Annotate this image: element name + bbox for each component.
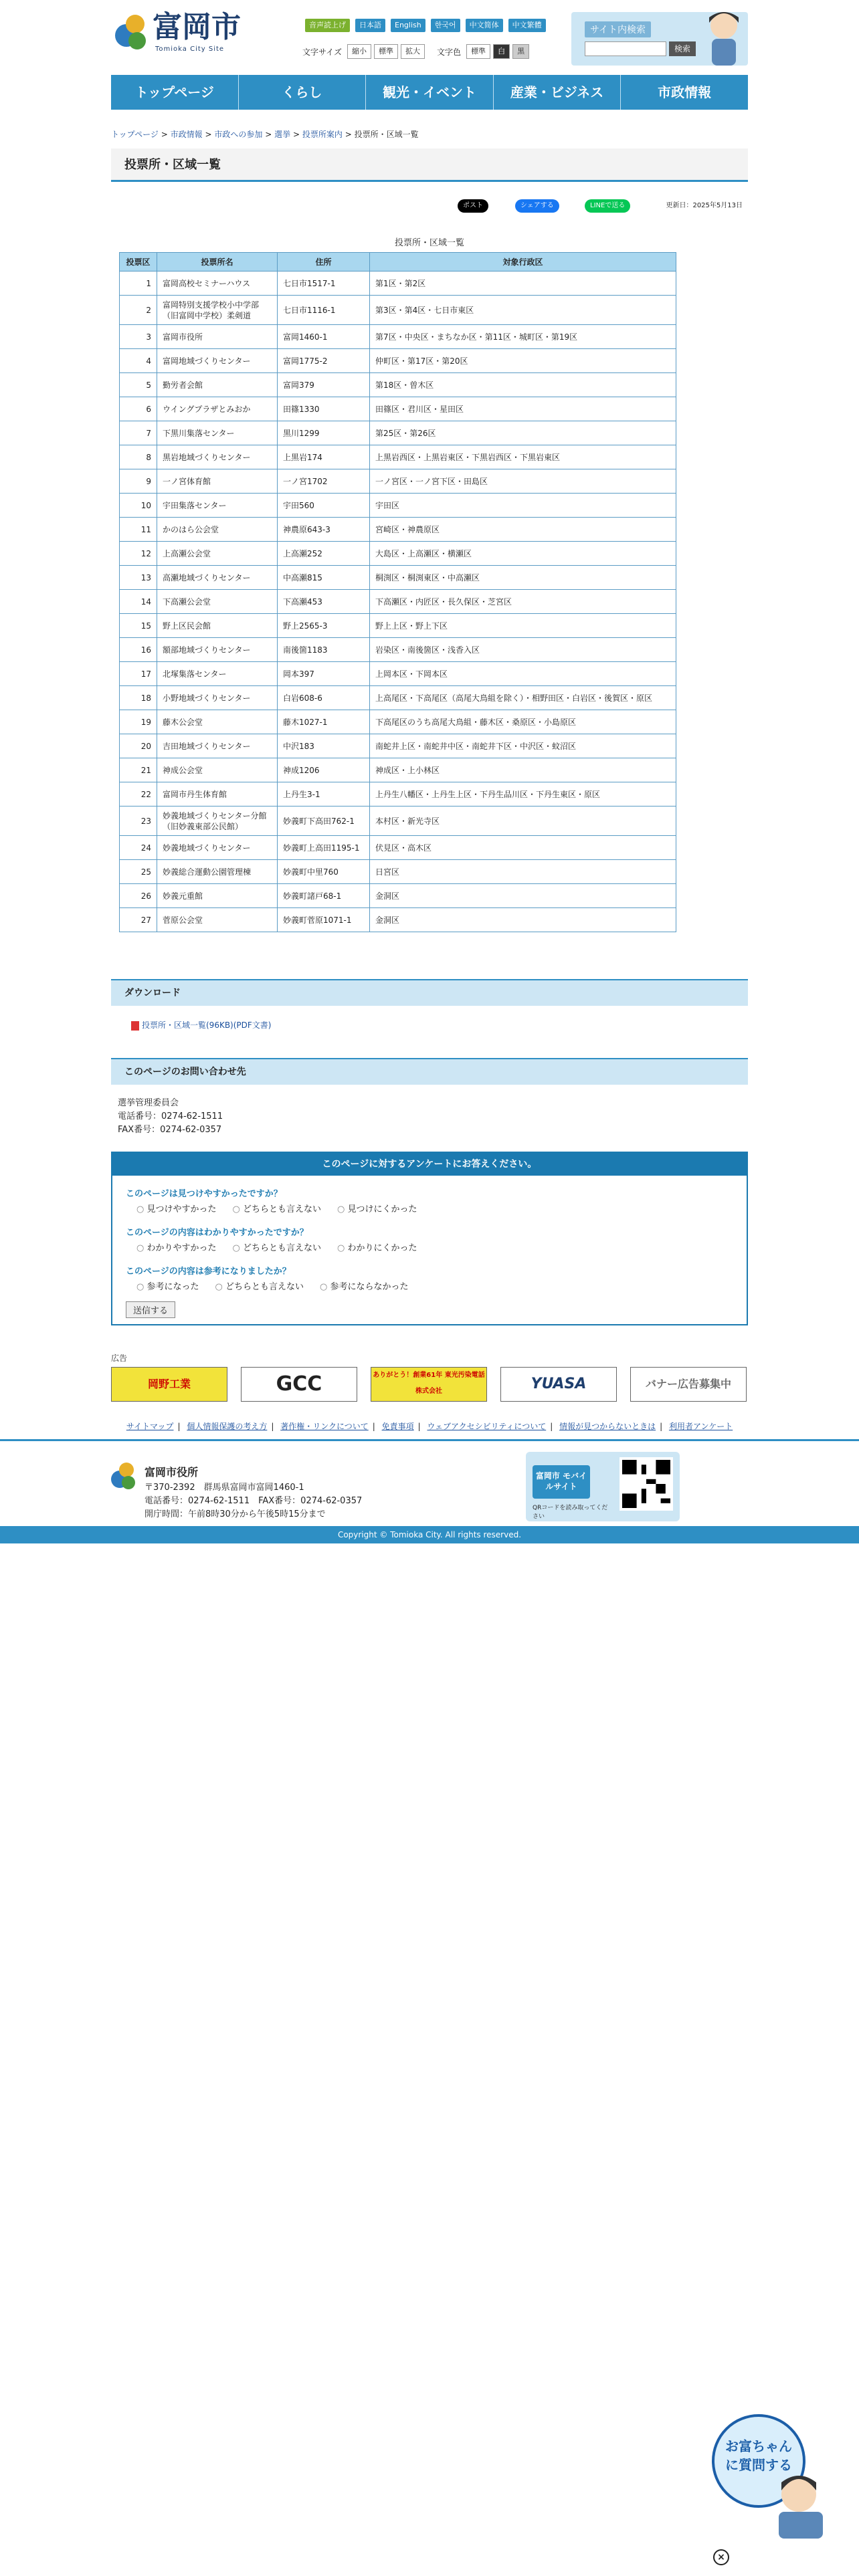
areas-cell: 桐渕区・桐渕東区・中高瀬区	[370, 566, 676, 590]
areas-cell: 宮崎区・神農原区	[370, 518, 676, 542]
global-nav	[111, 75, 748, 110]
address-cell: 黒川1299	[278, 421, 370, 445]
polling-table-section	[111, 235, 748, 932]
areas-cell: 上黒岩西区・上黒岩東区・下黒岩西区・下黒岩東区	[370, 445, 676, 469]
table-row	[120, 860, 676, 884]
footer-city-mark-icon	[111, 1461, 138, 1492]
mobile-site-banner[interactable]	[526, 1452, 680, 1521]
footer-city-name: 富岡市役所	[145, 1466, 199, 1479]
address-cell: 上高瀬252	[278, 542, 370, 566]
district-no-cell: 25	[120, 860, 157, 884]
areas-cell: 第1区・第2区	[370, 272, 676, 296]
place-name-cell: 妙義総合運動公園管理棟	[157, 860, 278, 884]
address-cell: 野上2565-3	[278, 614, 370, 638]
social-bar	[111, 198, 748, 214]
district-no-cell: 5	[120, 373, 157, 397]
address-cell: 南後箇1183	[278, 638, 370, 662]
crumb-sep: >	[205, 130, 212, 139]
district-no-cell: 3	[120, 325, 157, 349]
page-title-bar	[111, 148, 748, 182]
survey-options-3	[136, 1279, 747, 1292]
lang-ko[interactable]: 한국어	[431, 19, 460, 32]
inquiry-dept: 選挙管理委員会	[118, 1098, 179, 1108]
place-name-cell: 下高瀬公会堂	[157, 590, 278, 614]
areas-cell: 上高尾区・下高尾区（高尾大鳥組を除く）・相野田区・白岩区・後賀区・原区	[370, 686, 676, 710]
search-input[interactable]	[585, 41, 666, 56]
areas-cell: 上丹生八幡区・上丹生上区・下丹生品川区・下丹生東区・原区	[370, 782, 676, 807]
table-row	[120, 421, 676, 445]
table-row	[120, 566, 676, 590]
place-name-cell: 富岡特別支援学校小中学部（旧富岡中学校）柔剣道	[157, 296, 278, 325]
areas-cell: 本村区・新光寺区	[370, 807, 676, 836]
table-row	[120, 397, 676, 421]
ad-banners	[111, 1367, 748, 1402]
col-place: 投票所名	[157, 253, 278, 272]
crumb-election[interactable]: 選挙	[274, 130, 291, 139]
download-link-row	[131, 1019, 768, 1031]
city-mark-icon	[114, 12, 149, 51]
ask-label: お富ちゃんに質問する	[725, 2438, 792, 2473]
inquiry-fax: FAX番号：0274-62-0357	[118, 1125, 222, 1135]
search-title: サイト内検索	[585, 21, 651, 37]
survey-form	[111, 1152, 748, 1325]
district-no-cell: 10	[120, 494, 157, 518]
areas-cell: 神成区・上小林区	[370, 758, 676, 782]
crumb-sep: >	[265, 130, 272, 139]
survey-question-1: このページは見つけやすかったですか？	[126, 1189, 282, 1199]
place-name-cell: 一ノ宮体育館	[157, 469, 278, 494]
district-no-cell: 15	[120, 614, 157, 638]
download-heading: ダウンロード	[111, 979, 748, 1006]
place-name-cell: 野上区民会館	[157, 614, 278, 638]
survey-submit-button[interactable]: 送信する	[126, 1301, 175, 1318]
table-row	[120, 590, 676, 614]
crumb-sep: >	[292, 130, 300, 139]
x-post-button[interactable]: ポスト	[458, 199, 488, 213]
place-name-cell: ウイングプラザとみおか	[157, 397, 278, 421]
areas-cell: 日宮区	[370, 860, 676, 884]
line-send-button[interactable]: LINEで送る	[585, 199, 630, 213]
fontsize-label: 文字サイズ	[302, 47, 343, 57]
crumb-government[interactable]: 市政情報	[170, 130, 203, 139]
table-row	[120, 325, 676, 349]
survey-options-1	[136, 1202, 747, 1214]
speech-button[interactable]: 音声読上げ	[305, 19, 350, 32]
place-name-cell: 額部地域づくりセンター	[157, 638, 278, 662]
table-row	[120, 807, 676, 836]
survey-radio[interactable]: ○ どちらとも言えない	[233, 1241, 322, 1253]
areas-cell: 伏見区・高木区	[370, 836, 676, 860]
table-row	[120, 518, 676, 542]
table-row	[120, 373, 676, 397]
district-no-cell: 23	[120, 807, 157, 836]
table-row	[120, 710, 676, 734]
areas-cell: 下高尾区のうち高尾大鳥組・藤木区・桑原区・小島原区	[370, 710, 676, 734]
address-cell: 田篠1330	[278, 397, 370, 421]
district-no-cell: 2	[120, 296, 157, 325]
lang-zh-hant[interactable]: 中文繁體	[508, 19, 546, 32]
footer-hours-line: 開庁時間：午前8時30分から午後5時15分まで	[145, 1509, 326, 1519]
lang-en[interactable]: English	[391, 19, 425, 32]
table-row	[120, 614, 676, 638]
address-cell: 神成1206	[278, 758, 370, 782]
footer-address	[145, 1481, 362, 1521]
address-cell: 妙義町上高田1195-1	[278, 836, 370, 860]
pdf-icon	[131, 1021, 139, 1031]
survey-radio[interactable]: ○ どちらとも言えない	[233, 1202, 322, 1214]
areas-cell: 大島区・上高瀬区・横瀬区	[370, 542, 676, 566]
table-row	[120, 349, 676, 373]
district-no-cell: 9	[120, 469, 157, 494]
address-cell: 上黒岩174	[278, 445, 370, 469]
close-icon[interactable]: ×	[713, 2549, 729, 2565]
place-name-cell: 北塚集落センター	[157, 662, 278, 686]
ad-label: 広告	[111, 1354, 128, 1363]
col-areas: 対象行政区	[370, 253, 676, 272]
areas-cell: 野上上区・野上下区	[370, 614, 676, 638]
district-no-cell: 13	[120, 566, 157, 590]
qr-code-icon	[619, 1457, 673, 1511]
district-no-cell: 4	[120, 349, 157, 373]
address-cell: 妙義町菅原1071-1	[278, 908, 370, 932]
address-cell: 白岩608-6	[278, 686, 370, 710]
areas-cell: 仲町区・第17区・第20区	[370, 349, 676, 373]
nav-business[interactable]: 産業・ビジネス	[494, 75, 622, 110]
place-name-cell: 宇田集落センター	[157, 494, 278, 518]
areas-cell: 金洞区	[370, 884, 676, 908]
district-no-cell: 21	[120, 758, 157, 782]
place-name-cell: かのはら公会堂	[157, 518, 278, 542]
district-no-cell: 18	[120, 686, 157, 710]
survey-radio[interactable]: ○ わかりやすかった	[136, 1241, 217, 1253]
display-controls	[300, 44, 529, 59]
areas-cell: 一ノ宮区・一ノ宮下区・田島区	[370, 469, 676, 494]
survey-question-3: このページの内容は参考になりましたか？	[126, 1267, 291, 1277]
place-name-cell: 勤労者会館	[157, 373, 278, 397]
place-name-cell: 妙義地域づくりセンター分館（旧妙義東部公民館）	[157, 807, 278, 836]
breadcrumb	[111, 128, 748, 140]
place-name-cell: 妙義地域づくりセンター	[157, 836, 278, 860]
address-cell: 岡本397	[278, 662, 370, 686]
logo-title: 富岡市	[153, 10, 241, 44]
survey-radio[interactable]: ○ 参考にならなかった	[320, 1279, 409, 1292]
district-no-cell: 7	[120, 421, 157, 445]
district-no-cell: 27	[120, 908, 157, 932]
table-caption: 投票所・区域一覧	[394, 238, 464, 248]
address-cell: 富岡1775-2	[278, 349, 370, 373]
address-cell: 一ノ宮1702	[278, 469, 370, 494]
areas-cell: 下高瀬区・内匠区・長久保区・芝宮区	[370, 590, 676, 614]
footer-addr-line: 〒370-2392 群馬県富岡市富岡1460-1	[145, 1483, 304, 1493]
table-row	[120, 296, 676, 325]
site-logo[interactable]	[114, 12, 241, 51]
lang-ja[interactable]: 日本語	[355, 19, 385, 32]
place-name-cell: 神成公会堂	[157, 758, 278, 782]
inquiry-body	[118, 1097, 755, 1137]
areas-cell: 第3区・第4区・七日市東区	[370, 296, 676, 325]
color-black-button[interactable]: 黒	[512, 44, 529, 59]
fontsize-small-button[interactable]: 縮小	[347, 44, 371, 59]
district-no-cell: 14	[120, 590, 157, 614]
footer-link[interactable]: 利用者アンケート	[668, 1422, 733, 1431]
col-address: 住所	[278, 253, 370, 272]
address-cell: 七日市1116-1	[278, 296, 370, 325]
table-row	[120, 836, 676, 860]
copyright: Copyright © Tomioka City. All rights reserved.	[0, 1526, 859, 1543]
search-button[interactable]: 検索	[669, 41, 696, 56]
crumb-sep: >	[345, 130, 352, 139]
survey-radio[interactable]: ○ わかりにくかった	[337, 1241, 417, 1253]
crumb-sep: >	[161, 130, 168, 139]
place-name-cell: 小野地域づくりセンター	[157, 686, 278, 710]
survey-options-2	[136, 1241, 747, 1253]
areas-cell: 上岡本区・下岡本区	[370, 662, 676, 686]
address-cell: 妙義町中里760	[278, 860, 370, 884]
crumb-polling[interactable]: 投票所案内	[302, 130, 343, 139]
table-row	[120, 734, 676, 758]
footer-links: サイトマップ | 個人情報保護の考え方 | 著作権・リンクについて | 免責事項 | ウェブアクセシビリティについて | 情報が見つからないときは | 利用者アンケート	[126, 1422, 733, 1431]
color-white-button[interactable]: 白	[493, 44, 510, 59]
ad-banner[interactable]: 岡野工業	[111, 1367, 227, 1402]
footer-link[interactable]: サイトマップ	[126, 1422, 174, 1431]
place-name-cell: 富岡市役所	[157, 325, 278, 349]
table-row	[120, 908, 676, 932]
district-no-cell: 11	[120, 518, 157, 542]
footer-link[interactable]: 個人情報保護の考え方	[187, 1422, 268, 1431]
col-district: 投票区	[120, 253, 157, 272]
district-no-cell: 26	[120, 884, 157, 908]
inquiry-heading: このページのお問い合わせ先	[111, 1058, 748, 1085]
table-row	[120, 445, 676, 469]
ad-banner[interactable]: GCC	[241, 1367, 357, 1402]
place-name-cell: 吉田地域づくりセンター	[157, 734, 278, 758]
table-body	[120, 272, 676, 932]
nav-tourism[interactable]: 観光・イベント	[366, 75, 494, 110]
district-no-cell: 22	[120, 782, 157, 807]
polling-table	[119, 252, 676, 932]
table-row	[120, 272, 676, 296]
table-row	[120, 469, 676, 494]
address-cell: 七日市1517-1	[278, 272, 370, 296]
district-no-cell: 19	[120, 710, 157, 734]
address-cell: 中高瀬815	[278, 566, 370, 590]
place-name-cell: 妙義元重館	[157, 884, 278, 908]
place-name-cell: 富岡市丹生体育館	[157, 782, 278, 807]
address-cell: 神農原643-3	[278, 518, 370, 542]
table-row	[120, 782, 676, 807]
footer-link[interactable]: ウェブアクセシビリティについて	[427, 1422, 547, 1431]
survey-radio[interactable]: ○ 見つけにくかった	[337, 1202, 417, 1214]
survey-question-2: このページの内容はわかりやすかったですか？	[126, 1228, 308, 1238]
address-cell: 下高瀬453	[278, 590, 370, 614]
fontsize-normal-button[interactable]: 標準	[374, 44, 398, 59]
areas-cell: 金洞区	[370, 908, 676, 932]
footer-link[interactable]: 免責事項	[381, 1422, 414, 1431]
district-no-cell: 17	[120, 662, 157, 686]
table-header-row	[120, 253, 676, 272]
address-cell: 妙義町下高田762-1	[278, 807, 370, 836]
ad-banner[interactable]: ありがとう！創業61年 東光汚染電話株式会社	[371, 1367, 487, 1402]
site-footer	[0, 1439, 859, 1526]
table-row	[120, 884, 676, 908]
survey-radio[interactable]: ○ 見つけやすかった	[136, 1202, 217, 1214]
areas-cell: 第18区・曽木区	[370, 373, 676, 397]
table-row	[120, 758, 676, 782]
table-row	[120, 494, 676, 518]
address-cell: 上丹生3-1	[278, 782, 370, 807]
fontsize-large-button[interactable]: 拡大	[401, 44, 425, 59]
footer-tel-line: 電話番号：0274-62-1511 FAX番号：0274-62-0357	[145, 1496, 363, 1506]
address-cell: 富岡1460-1	[278, 325, 370, 349]
logo-subtitle: Tomioka City Site	[155, 45, 225, 53]
nav-government[interactable]: 市政情報	[658, 84, 712, 100]
survey-title: このページに対するアンケートにお答えください。	[112, 1153, 747, 1176]
areas-cell: 田篠区・君川区・星田区	[370, 397, 676, 421]
address-cell: 中沢183	[278, 734, 370, 758]
place-name-cell: 高瀬地域づくりセンター	[157, 566, 278, 590]
site-header	[0, 0, 859, 75]
district-no-cell: 12	[120, 542, 157, 566]
place-name-cell: 下黒川集落センター	[157, 421, 278, 445]
crumb-participation[interactable]: 市政への参加	[214, 130, 263, 139]
areas-cell: 南蛇井上区・南蛇井中区・南蛇井下区・中沢区・蚊沼区	[370, 734, 676, 758]
facebook-share-button[interactable]: シェアする	[515, 199, 559, 213]
ad-banner[interactable]: バナー広告募集中	[630, 1367, 747, 1402]
mascot-icon	[702, 8, 745, 66]
areas-cell: 第25区・第26区	[370, 421, 676, 445]
footer-link[interactable]: 情報が見つからないときは	[559, 1422, 656, 1431]
place-name-cell: 富岡高校セミナーハウス	[157, 272, 278, 296]
pdf-download-link[interactable]: 投票所・区域一覧(96KB)(PDF文書)	[142, 1021, 272, 1030]
survey-radio[interactable]: ○ 参考になった	[136, 1279, 199, 1292]
color-label: 文字色	[437, 47, 462, 57]
lang-zh-hans[interactable]: 中文简体	[466, 19, 503, 32]
place-name-cell: 富岡地域づくりセンター	[157, 349, 278, 373]
place-name-cell: 菅原公会堂	[157, 908, 278, 932]
ask-mascot-icon	[712, 2407, 832, 2541]
mobile-site-note: QRコードを読み取ってください	[533, 1505, 608, 1520]
nav-living[interactable]: くらし	[239, 75, 367, 110]
place-name-cell: 黒岩地域づくりセンター	[157, 445, 278, 469]
updated-date: 更新日：2025年5月13日	[666, 202, 743, 209]
district-no-cell: 6	[120, 397, 157, 421]
areas-cell: 第7区・中央区・まちなか区・第11区・城町区・第19区	[370, 325, 676, 349]
address-cell: 妙義町諸戸68-1	[278, 884, 370, 908]
district-no-cell: 16	[120, 638, 157, 662]
survey-radio[interactable]: ○ どちらとも言えない	[215, 1279, 304, 1292]
ask-otomi-chan-widget[interactable]	[712, 2407, 832, 2541]
footer-link[interactable]: 著作権・リンクについて	[280, 1422, 369, 1431]
ad-banner[interactable]: YUASA	[500, 1367, 617, 1402]
inquiry-tel: 電話番号：0274-62-1511	[118, 1111, 223, 1121]
table-row	[120, 662, 676, 686]
areas-cell: 宇田区	[370, 494, 676, 518]
place-name-cell: 藤木公会堂	[157, 710, 278, 734]
crumb-top[interactable]: トップページ	[111, 130, 159, 139]
table-row	[120, 638, 676, 662]
address-cell: 藤木1027-1	[278, 710, 370, 734]
place-name-cell: 上高瀬公会堂	[157, 542, 278, 566]
page-title: 投票所・区域一覧	[124, 158, 221, 172]
language-links	[305, 19, 546, 32]
mobile-site-label: 富岡市 モバイルサイト	[533, 1465, 590, 1499]
site-search	[571, 12, 748, 66]
areas-cell: 岩染区・南後箇区・浅香入区	[370, 638, 676, 662]
table-row	[120, 542, 676, 566]
address-cell: 宇田560	[278, 494, 370, 518]
district-no-cell: 1	[120, 272, 157, 296]
address-cell: 富岡379	[278, 373, 370, 397]
nav-top[interactable]: トップページ	[111, 75, 239, 110]
table-row	[120, 686, 676, 710]
crumb-current: 投票所・区域一覧	[354, 130, 419, 139]
district-no-cell: 8	[120, 445, 157, 469]
color-normal-button[interactable]: 標準	[466, 44, 490, 59]
district-no-cell: 24	[120, 836, 157, 860]
district-no-cell: 20	[120, 734, 157, 758]
